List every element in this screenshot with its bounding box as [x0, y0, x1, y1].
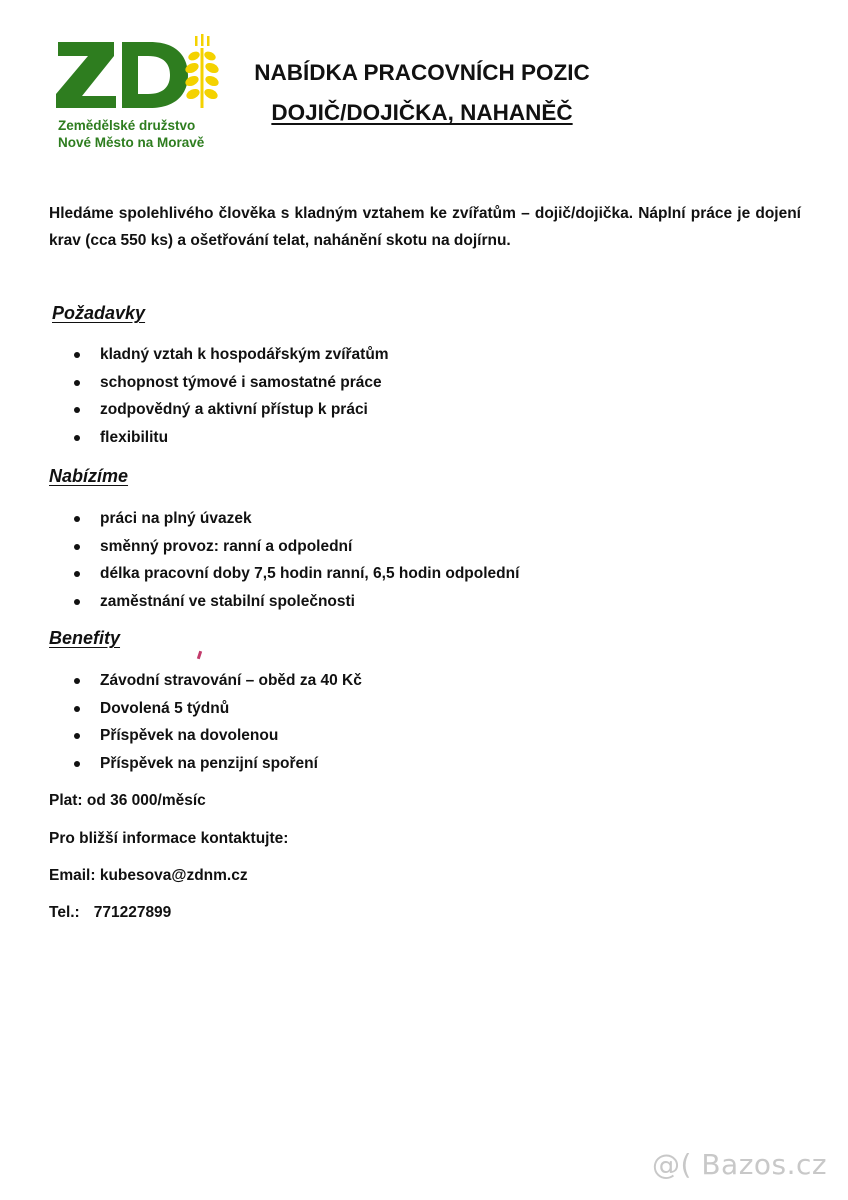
requirements-heading: Požadavky [52, 303, 146, 323]
company-logo [52, 34, 222, 156]
document-title: NABÍDKA PRACOVNÍCH POZIC [254, 60, 590, 85]
bullet-icon [74, 380, 80, 386]
logo-company-location: Nové Město na Moravě [58, 135, 205, 150]
more-info-text: Pro bližší informace kontaktujte: [49, 830, 289, 847]
email-text[interactable]: Email: kubesova@zdnm.cz [49, 867, 248, 884]
ink-mark [197, 651, 202, 660]
bullet-icon [74, 516, 80, 522]
bullet-icon [74, 678, 80, 684]
benefits-heading: Benefity [49, 628, 121, 648]
intro-paragraph: Hledáme spolehlivého člověka s kladným vztahem ke zvířatům – dojič/dojička. Náplní práce je dojení krav (cca 550 ks) a ošetřování telat, nahánění skotu na dojírnu. [49, 205, 801, 249]
bullet-icon [74, 733, 80, 739]
logo-emblem [52, 34, 222, 118]
bullet-icon [74, 706, 80, 712]
logo-company-name: Zemědělské družstvo [58, 118, 196, 133]
salary-text: Plat: od 36 000/měsíc [49, 792, 206, 809]
bullet-icon [74, 407, 80, 413]
offer-heading: Nabízíme [49, 466, 129, 486]
bullet-icon [74, 544, 80, 550]
phone-label: Tel.: [49, 904, 80, 921]
bullet-icon [74, 599, 80, 605]
phone-text [49, 904, 171, 922]
bullet-icon [74, 435, 80, 441]
bullet-icon [74, 761, 80, 767]
bullet-icon [74, 352, 80, 358]
phone-number[interactable]: 771227899 [93, 904, 172, 921]
bullet-icon [74, 571, 80, 577]
document-subtitle: DOJIČ/DOJIČKA, NAHANĚČ [271, 100, 573, 125]
watermark: @( Bazos.cz [652, 1148, 828, 1181]
